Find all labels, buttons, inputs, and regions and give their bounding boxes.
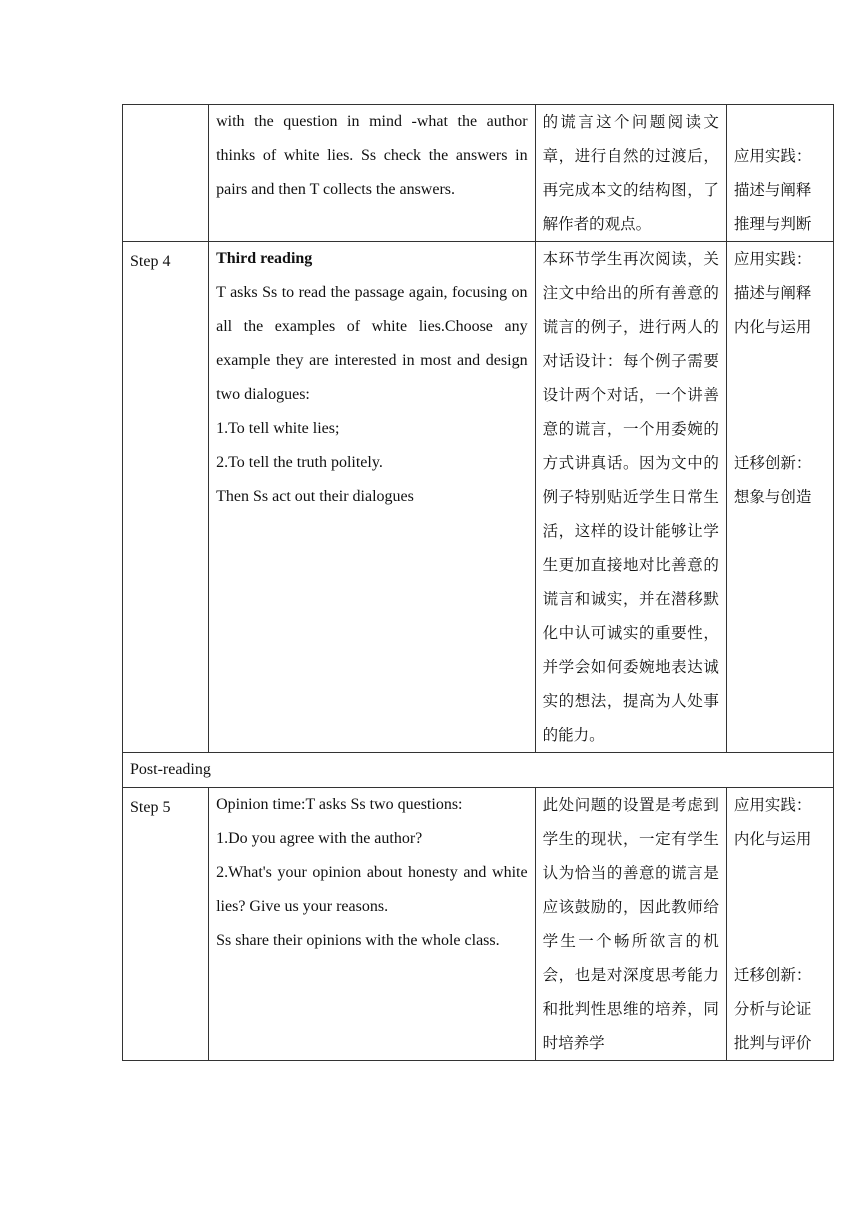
section-heading: Post-reading [123, 753, 834, 788]
purpose-cell: 本环节学生再次阅读，关注文中给出的所有善意的谎言的例子，进行两人的对话设计：每个例子需要设计两个对话，一个讲善意的谎言，一个用委婉的方式讲真话。因为文中的例子特别贴近学生日常生活，这样的设计能够让学生更加直接地对比善意的谎言和诚实，并在潜移默化中认可诚实的重要性，并学会如何委婉地表达诚实的想法，提高为人处事的能力。 [535, 242, 726, 753]
activity-cell [209, 788, 535, 1061]
activity-text: Ss share their opinions with the whole class. [216, 932, 500, 949]
activity-text: with the question in mind -what the author thinks of white lies. Ss check the answers in pairs and then T collects the answers. [216, 113, 528, 198]
activity-text: Opinion time:T asks Ss two questions: [216, 796, 463, 813]
competency-cell [726, 788, 833, 1061]
step-cell [123, 105, 209, 242]
activity-title: Third reading [216, 250, 313, 267]
competency-item: 内化与运用 [733, 318, 812, 336]
competency-cell [726, 105, 833, 242]
competency-item: 描述与阐释 [733, 284, 812, 302]
table-row [123, 242, 834, 753]
activity-text: 1.Do you agree with the author? [216, 830, 423, 847]
activity-cell [209, 105, 535, 242]
competency-heading: 应用实践： [733, 796, 812, 814]
competency-heading: 应用实践： [733, 147, 812, 165]
competency-heading: 应用实践： [733, 250, 812, 268]
lesson-plan-table [122, 104, 834, 1061]
section-row [123, 753, 834, 788]
activity-text: T asks Ss to read the passage again, focusing on all the examples of white lies.Choose any example they are interested in most and design two dialogues: [216, 284, 528, 403]
competency-heading: 迁移创新： [733, 454, 812, 472]
activity-text: 2.What's your opinion about honesty and white lies? Give us your reasons. [216, 864, 528, 915]
competency-item: 批判与评价 [733, 1034, 812, 1052]
competency-heading: 迁移创新： [733, 966, 812, 984]
competency-item: 分析与论证 [733, 1000, 812, 1018]
competency-item: 描述与阐释 [733, 181, 812, 199]
table-row [123, 788, 834, 1061]
activity-text: 2.To tell the truth politely. [216, 454, 383, 471]
competency-item: 推理与判断 [733, 215, 812, 233]
activity-text: 1.To tell white lies; [216, 420, 340, 437]
step-cell: Step 4 [123, 242, 209, 753]
competency-cell [726, 242, 833, 753]
step-cell: Step 5 [123, 788, 209, 1061]
purpose-cell: 此处问题的设置是考虑到学生的现状，一定有学生认为恰当的善意的谎言是应该鼓励的，因此教师给学生一个畅所欲言的机会，也是对深度思考能力和批判性思维的培养，同时培养学 [535, 788, 726, 1061]
activity-text: Then Ss act out their dialogues [216, 488, 414, 505]
competency-item: 想象与创造 [733, 488, 812, 506]
activity-cell [209, 242, 535, 753]
competency-item: 内化与运用 [733, 830, 812, 848]
purpose-cell: 的谎言这个问题阅读文章，进行自然的过渡后，再完成本文的结构图，了解作者的观点。 [535, 105, 726, 242]
table-row [123, 105, 834, 242]
